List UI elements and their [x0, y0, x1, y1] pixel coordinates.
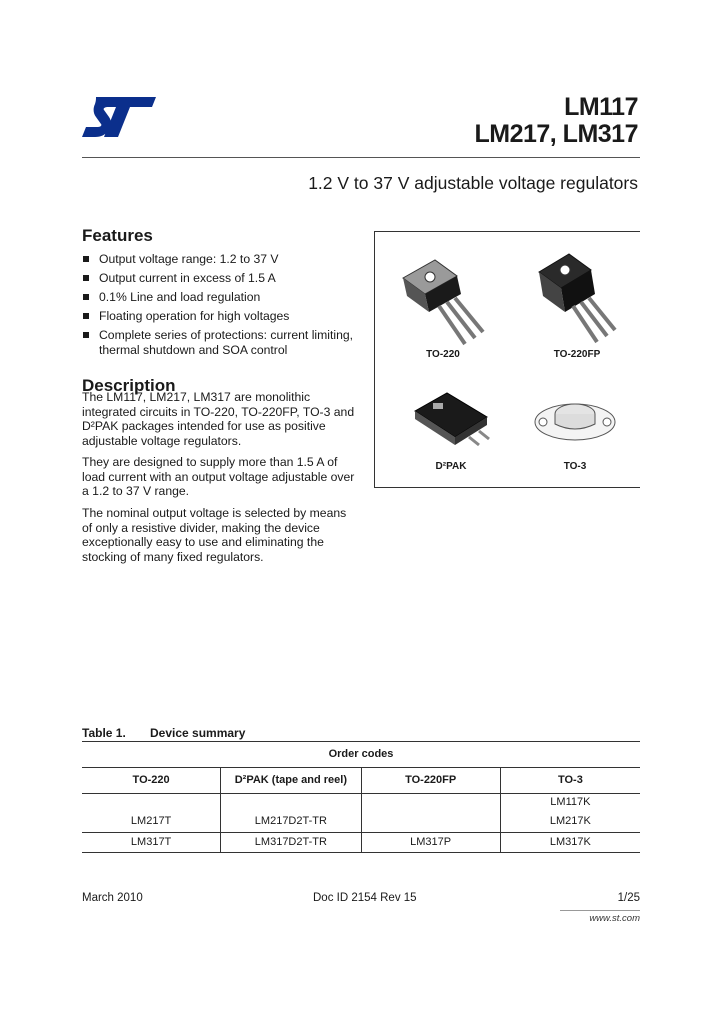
package-label-d2pak: D²PAK [435, 461, 467, 472]
bullet-icon [83, 256, 89, 262]
feature-item: Output current in excess of 1.5 A [82, 271, 357, 286]
table-cell: LM217D2T-TR [221, 811, 361, 832]
to220-package-image [395, 248, 495, 358]
description-heading: Description [82, 376, 176, 395]
package-label-to220: TO-220 [426, 349, 460, 360]
table-cell: LM317P [361, 832, 500, 852]
table-column-header: TO-220 [132, 774, 170, 786]
table-row [82, 811, 640, 832]
table-title: Device summary [150, 726, 246, 740]
table-cell: LM317T [130, 836, 172, 848]
table-group-header: Order codes [82, 742, 640, 767]
table-cell [361, 811, 500, 832]
footer-date: March 2010 [82, 892, 143, 904]
table-cell [221, 793, 361, 811]
table-cell: LM217T [130, 815, 172, 828]
package-label-to220fp: TO-220FP [553, 349, 601, 360]
to3-package-image [525, 390, 625, 450]
title-line1: LM117 [564, 93, 638, 121]
package-images-box [374, 231, 640, 488]
bullet-icon [83, 332, 89, 338]
title-line2: LM217, LM317 [474, 120, 638, 148]
footer-url-rule [560, 910, 640, 911]
footer-url-link[interactable]: www.st.com [589, 913, 640, 924]
d2pak-package-image [403, 387, 503, 457]
table-cell [361, 793, 500, 811]
description-paragraph-1: The LM117, LM217, LM317 are monolithic integrated circuits in TO-220, TO-220FP, TO-3 and D²PAK packages intended for use as positive adjustable voltage regulators. [82, 390, 355, 448]
to220fp-package-image [525, 244, 625, 354]
feature-item: Output voltage range: 1.2 to 37 V [82, 252, 357, 267]
table-caption [82, 726, 245, 740]
bullet-icon [83, 294, 89, 300]
features-list [82, 252, 357, 362]
subtitle: 1.2 V to 37 V adjustable voltage regulators [308, 173, 638, 193]
table-row [82, 832, 640, 852]
package-label-to3: TO-3 [563, 461, 587, 472]
feature-item: Floating operation for high voltages [82, 309, 357, 324]
bullet-icon [83, 275, 89, 281]
footer-doc-id: Doc ID 2154 Rev 15 [313, 892, 417, 904]
st-logo [82, 97, 156, 137]
footer-page-number: 1/25 [617, 892, 640, 904]
header-rule [82, 157, 640, 158]
feature-item: Complete series of protections: current limiting, thermal shutdown and SOA control [82, 328, 357, 357]
table-number: Table 1. [82, 726, 126, 740]
bullet-icon [83, 313, 89, 319]
table-column-header: D²PAK (tape and reel) [221, 767, 361, 793]
table-cell: LM317D2T-TR [221, 832, 361, 852]
device-summary-table [82, 742, 640, 853]
table-cell: LM217K [500, 811, 640, 832]
table-cell [82, 793, 221, 811]
table-column-header: TO-220FP [361, 767, 500, 793]
feature-item: 0.1% Line and load regulation [82, 290, 357, 305]
table-cell: LM117K [500, 793, 640, 811]
table-row [82, 793, 640, 811]
features-heading: Features [82, 226, 153, 245]
table-column-header: TO-3 [500, 767, 640, 793]
description-paragraph-3: The nominal output voltage is selected by means of only a resistive divider, making the device exceptionally easy to use and eliminating the stocking of many fixed regulators. [82, 506, 347, 564]
table-cell: LM317K [500, 832, 640, 852]
description-paragraph-2: They are designed to supply more than 1.5 A of load current with an output voltage adjustable over a 1.2 to 37 V range. [82, 455, 355, 499]
